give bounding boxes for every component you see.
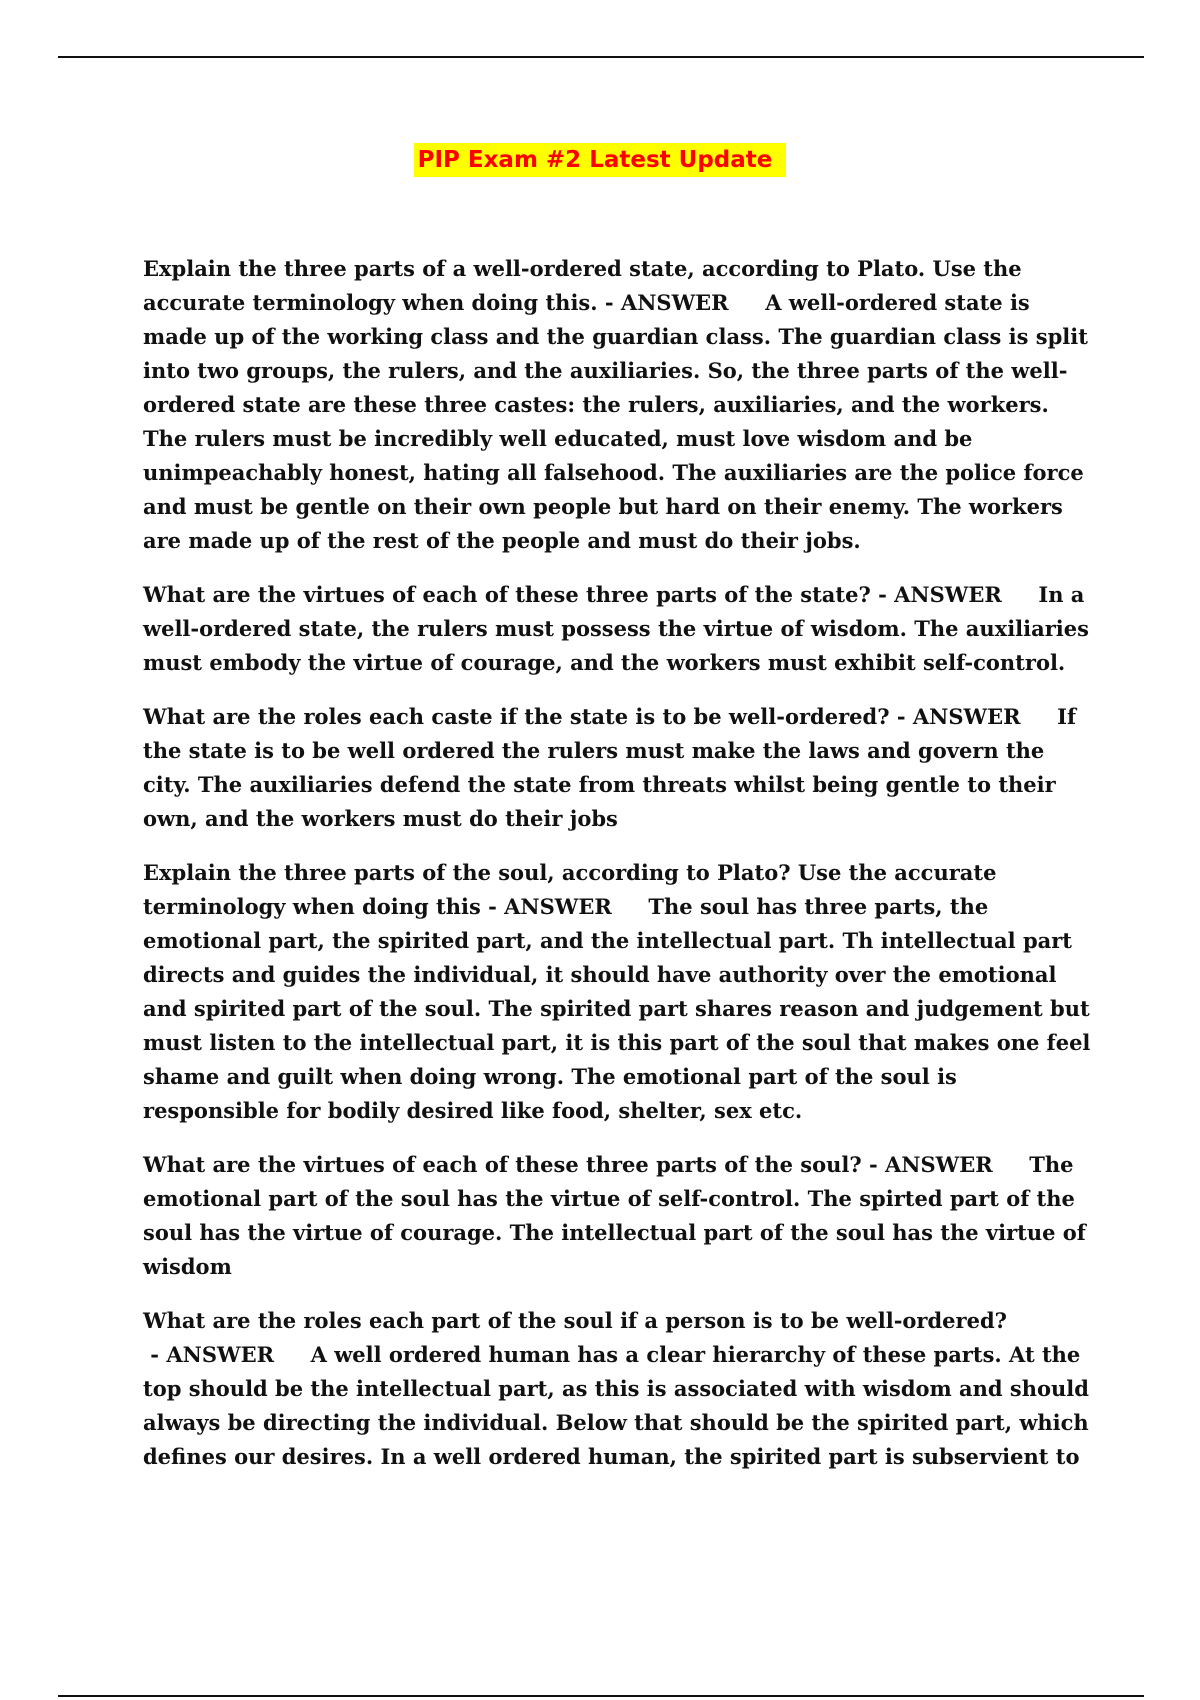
qa-item: Explain the three parts of a well-ordered state, according to Plato. Use the accurate terminology when doing this. - ANSWER A well-ordered state is made up of the working class and the guardian class. The guardian class is split into two groups, the rulers, and the auxiliaries. So, the three parts of the well-ordered state are these three castes: the rulers, auxiliaries, and the workers. The rulers must be incredibly well educated, must love wisdom and be unimpeachably honest, hating all falsehood. The auxiliaries are the police force and must be gentle on their own people but hard on their enemy. The workers are made up of the rest of the people and must do their jobs.	[143, 256, 1088, 553]
answer-label: ANSWER	[912, 704, 1021, 729]
title-block	[0, 143, 1200, 177]
qa-list	[143, 252, 1093, 1494]
answer-text: A well ordered human has a clear hierarchy of these parts. At the top should be the intellectual part, as this is associated with wisdom and should always be directing the individual. Below that should be the spirited part, which defines our desires. In a well ordered human, the spirited part is subservient to	[143, 1342, 1089, 1469]
question-text: What are the roles each caste if the state is to be well-ordered?	[143, 704, 890, 729]
answer-label: ANSWER	[620, 290, 729, 315]
answer-label: ANSWER	[166, 1342, 275, 1367]
answer-text: The emotional part of the soul has the virtue of self-control. The spirted part of the soul has the virtue of courage. The intellectual part of the soul has the virtue of wisdom	[143, 1152, 1086, 1279]
answer-label: ANSWER	[894, 582, 1002, 607]
question-text: What are the roles each part of the soul if a person is to be well-ordered?	[143, 1308, 1007, 1333]
answer-label: ANSWER	[885, 1152, 993, 1177]
answer-text: A well-ordered state is made up of the working class and the guardian class. The guardian class is split into two groups, the rulers, and the auxiliaries. So, the three parts of the well-ordered state are these three castes: the rulers, auxiliaries, and the workers. The rulers must be incredibly well educated, must love wisdom and be unimpeachably honest, hating all falsehood. The auxiliaries are the police force and must be gentle on their own people but hard on their enemy. The workers are made up of the rest of the people and must do their jobs.	[143, 290, 1088, 553]
question-text: Explain the three parts of the soul, according to Plato? Use the accurate terminology when doing this	[143, 860, 997, 919]
answer-label: ANSWER	[504, 894, 612, 919]
answer-text: The soul has three parts, the emotional part, the spirited part, and the intellectual part. Th intellectual part directs and guides the individual, it should have authority over the emotional and spirited part of the soul. The spirited part shares reason and judgement but must listen to the intellectual part, it is this part of the soul that makes one feel shame and guilt when doing wrong. The emotional part of the soul is responsible for bodily desired like food, shelter, sex etc.	[143, 894, 1091, 1123]
qa-item: What are the virtues of each of these three parts of the soul? - ANSWER The emotional part of the soul has the virtue of self-control. The spirted part of the soul has the virtue of courage. The intellectual part of the soul has the virtue of wisdom	[143, 1152, 1086, 1279]
footer-rule	[58, 1695, 1144, 1697]
answer-text: If the state is to be well ordered the rulers must make the laws and govern the city. The auxiliaries defend the state from threats whilst being gentle to their own, and the workers must do their jobs	[143, 704, 1076, 831]
qa-item: What are the roles each part of the soul if a person is to be well-ordered? - ANSWER A well ordered human has a clear hierarchy of these parts. At the top should be the intellectual part, as this is associated with wisdom and should always be directing the individual. Below that should be the spirited part, which defines our desires. In a well ordered human, the spirited part is subservient to	[143, 1308, 1089, 1469]
qa-item: What are the virtues of each of these three parts of the state? - ANSWER In a well-ordered state, the rulers must possess the virtue of wisdom. The auxiliaries must embody the virtue of courage, and the workers must exhibit self-control.	[143, 582, 1089, 675]
answer-text: In a well-ordered state, the rulers must possess the virtue of wisdom. The auxiliaries must embody the virtue of courage, and the workers must exhibit self-control.	[143, 582, 1089, 675]
qa-item: What are the roles each caste if the state is to be well-ordered? - ANSWER If the state is to be well ordered the rulers must make the laws and govern the city. The auxiliaries defend the state from threats whilst being gentle to their own, and the workers must do their jobs	[143, 704, 1076, 831]
qa-item: Explain the three parts of the soul, according to Plato? Use the accurate terminology when doing this - ANSWER The soul has three parts, the emotional part, the spirited part, and the intellectual part. Th intellectual part directs and guides the individual, it should have authority over the emotional and spirited part of the soul. The spirited part shares reason and judgement but must listen to the intellectual part, it is this part of the soul that makes one feel shame and guilt when doing wrong. The emotional part of the soul is responsible for bodily desired like food, shelter, sex etc.	[143, 860, 1091, 1123]
question-text: Explain the three parts of a well-ordered state, according to Plato. Use the accurate terminology when doing this.	[143, 256, 1022, 315]
question-text: What are the virtues of each of these three parts of the state?	[143, 582, 871, 607]
document-title: PIP Exam #2 Latest Update	[414, 143, 787, 177]
question-text: What are the virtues of each of these three parts of the soul?	[143, 1152, 862, 1177]
header-rule	[58, 56, 1144, 58]
